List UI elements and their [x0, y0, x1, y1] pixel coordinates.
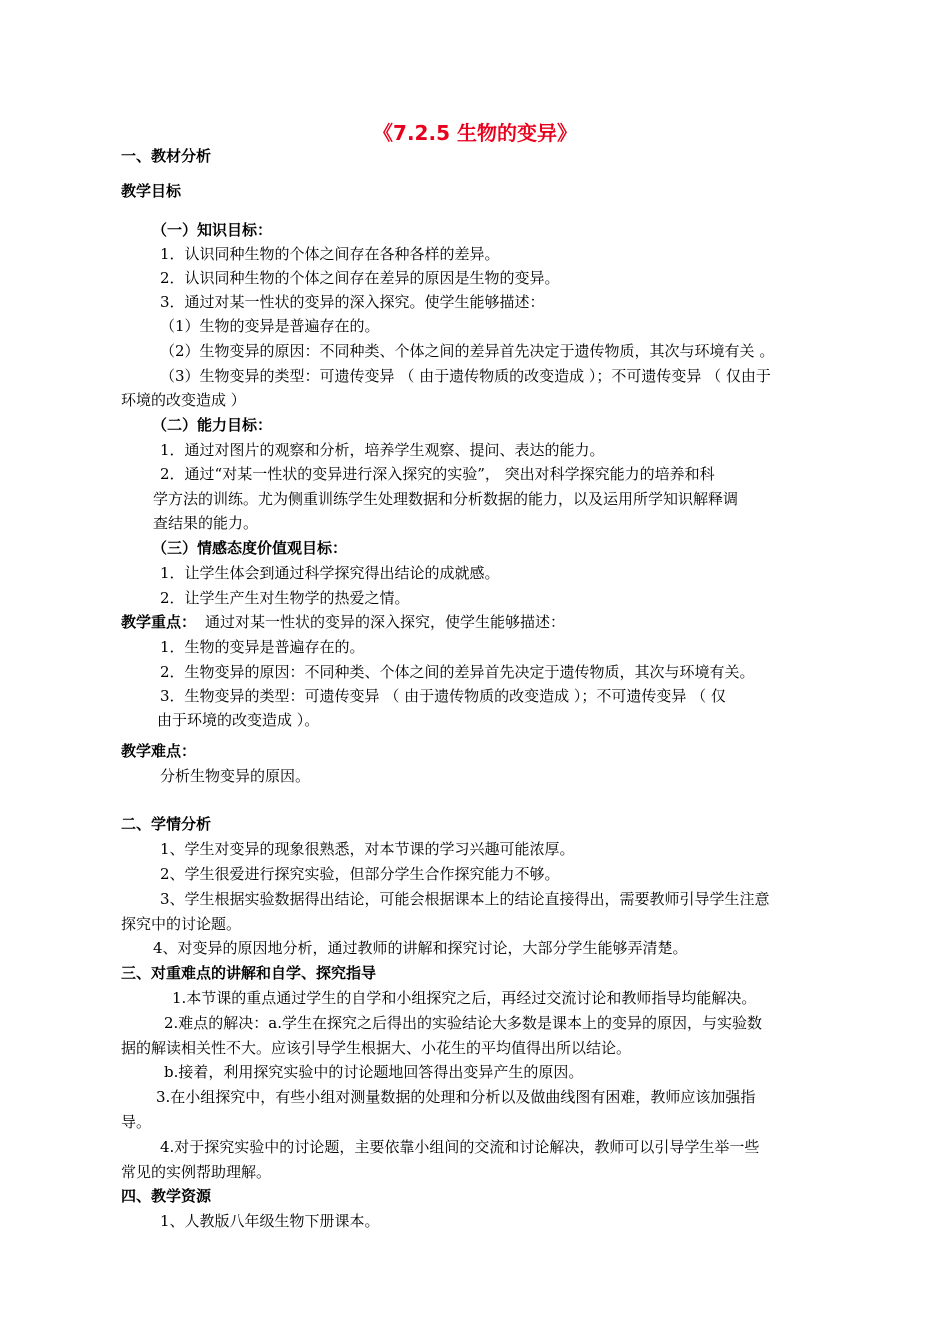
- text-line: （3）生物变异的类型：可遗传变异 （ 由于遗传物质的改变造成 ）；不可遗传变异 （ 仅由于: [160, 367, 771, 385]
- difficulty-label: 教学难点：: [121, 742, 197, 760]
- text-line: b.接着，利用探究实验中的讨论题地回答得出变异产生的原因。: [164, 1063, 584, 1081]
- text-line: 1.本节课的重点通过学生的自学和小组探究之后，再经过交流讨论和教师指导均能解决。: [172, 989, 757, 1007]
- subheading: （二）能力目标：: [152, 416, 273, 434]
- text-line: 学方法的训练。尤为侧重训练学生处理数据和分析数据的能力，以及运用所学知识解释调: [153, 490, 739, 508]
- text-line: 1、人教版八年级生物下册课本。: [160, 1212, 380, 1230]
- text-line: 2、学生很爱进行探究实验，但部分学生合作探究能力不够。: [160, 865, 560, 883]
- section-heading: 四、教学资源: [121, 1187, 212, 1205]
- text-line: 3、学生根据实验数据得出结论，可能会根据课本上的结论直接得出，需要教师引导学生注意: [160, 890, 770, 908]
- text-line: 探究中的讨论题。: [121, 915, 242, 933]
- text-line: 2．生物变异的原因：不同种类、个体之间的差异首先决定于遗传物质，其次与环境有关。: [160, 663, 755, 681]
- text-line: 由于环境的改变造成 ）。: [157, 711, 320, 729]
- subheading: 教学目标: [121, 182, 182, 200]
- text-line: 常见的实例帮助理解。: [121, 1163, 272, 1181]
- text-line: 3．通过对某一性状的变异的深入探究。使学生能够描述：: [160, 293, 545, 311]
- text-line: （1）生物的变异是普遍存在的。: [160, 317, 380, 335]
- section-heading: 二、学情分析: [121, 815, 212, 833]
- text-line: 通过对某一性状的变异的深入探究，使学生能够描述：: [205, 613, 566, 631]
- text-line: 据的解读相关性不大。应该引导学生根据大、小花生的平均值得出所以结论。: [121, 1039, 632, 1057]
- text-line: 导。: [121, 1113, 152, 1131]
- text-line: 分析生物变异的原因。: [160, 767, 311, 785]
- text-line: 2.难点的解决：a.学生在探究之后得出的实验结论大多数是课本上的变异的原因，与实验数: [164, 1014, 763, 1032]
- text-line: 1．通过对图片的观察和分析，培养学生观察、提问、表达的能力。: [160, 441, 605, 459]
- text-line: 3．生物变异的类型：可遗传变异 （ 由于遗传物质的改变造成 ）；不可遗传变异 （ 仅: [160, 687, 726, 705]
- text-line: 4、对变异的原因地分析，通过教师的讲解和探究讨论，大部分学生能够弄清楚。: [153, 939, 688, 957]
- text-line: 1．让学生体会到通过科学探究得出结论的成就感。: [160, 564, 500, 582]
- text-line: 3.在小组探究中，有些小组对测量数据的处理和分析以及做曲线图有困难，教师应该加强指: [156, 1088, 756, 1106]
- text-line: 4.对于探究实验中的讨论题，主要依靠小组间的交流和讨论解决，教师可以引导学生举一些: [160, 1138, 760, 1156]
- section-heading: 一、教材分析: [121, 147, 212, 165]
- subheading: （三）情感态度价值观目标：: [152, 539, 348, 557]
- text-line: 2．认识同种生物的个体之间存在差异的原因是生物的变异。: [160, 269, 560, 287]
- document-title: 《7.2.5 生物的变异》: [373, 121, 577, 145]
- focus-label: 教学重点：: [121, 613, 197, 631]
- text-line: 1．生物的变异是普遍存在的。: [160, 638, 365, 656]
- text-line: 2．通过“对某一性状的变异进行深入探究的实验”， 突出对科学探究能力的培养和科: [160, 465, 715, 483]
- text-line: 查结果的能力。: [153, 514, 259, 532]
- section-heading: 三、对重难点的讲解和自学、探究指导: [121, 964, 377, 982]
- text-line: （2）生物变异的原因：不同种类、个体之间的差异首先决定于遗传物质，其次与环境有关 。: [160, 342, 775, 360]
- text-line: 1、学生对变异的现象很熟悉，对本节课的学习兴趣可能浓厚。: [160, 840, 575, 858]
- text-line: 环境的改变造成 ）: [121, 391, 246, 409]
- subheading: （一）知识目标：: [152, 221, 273, 239]
- text-line: 2．让学生产生对生物学的热爱之情。: [160, 589, 410, 607]
- text-line: 1．认识同种生物的个体之间存在各种各样的差异。: [160, 245, 500, 263]
